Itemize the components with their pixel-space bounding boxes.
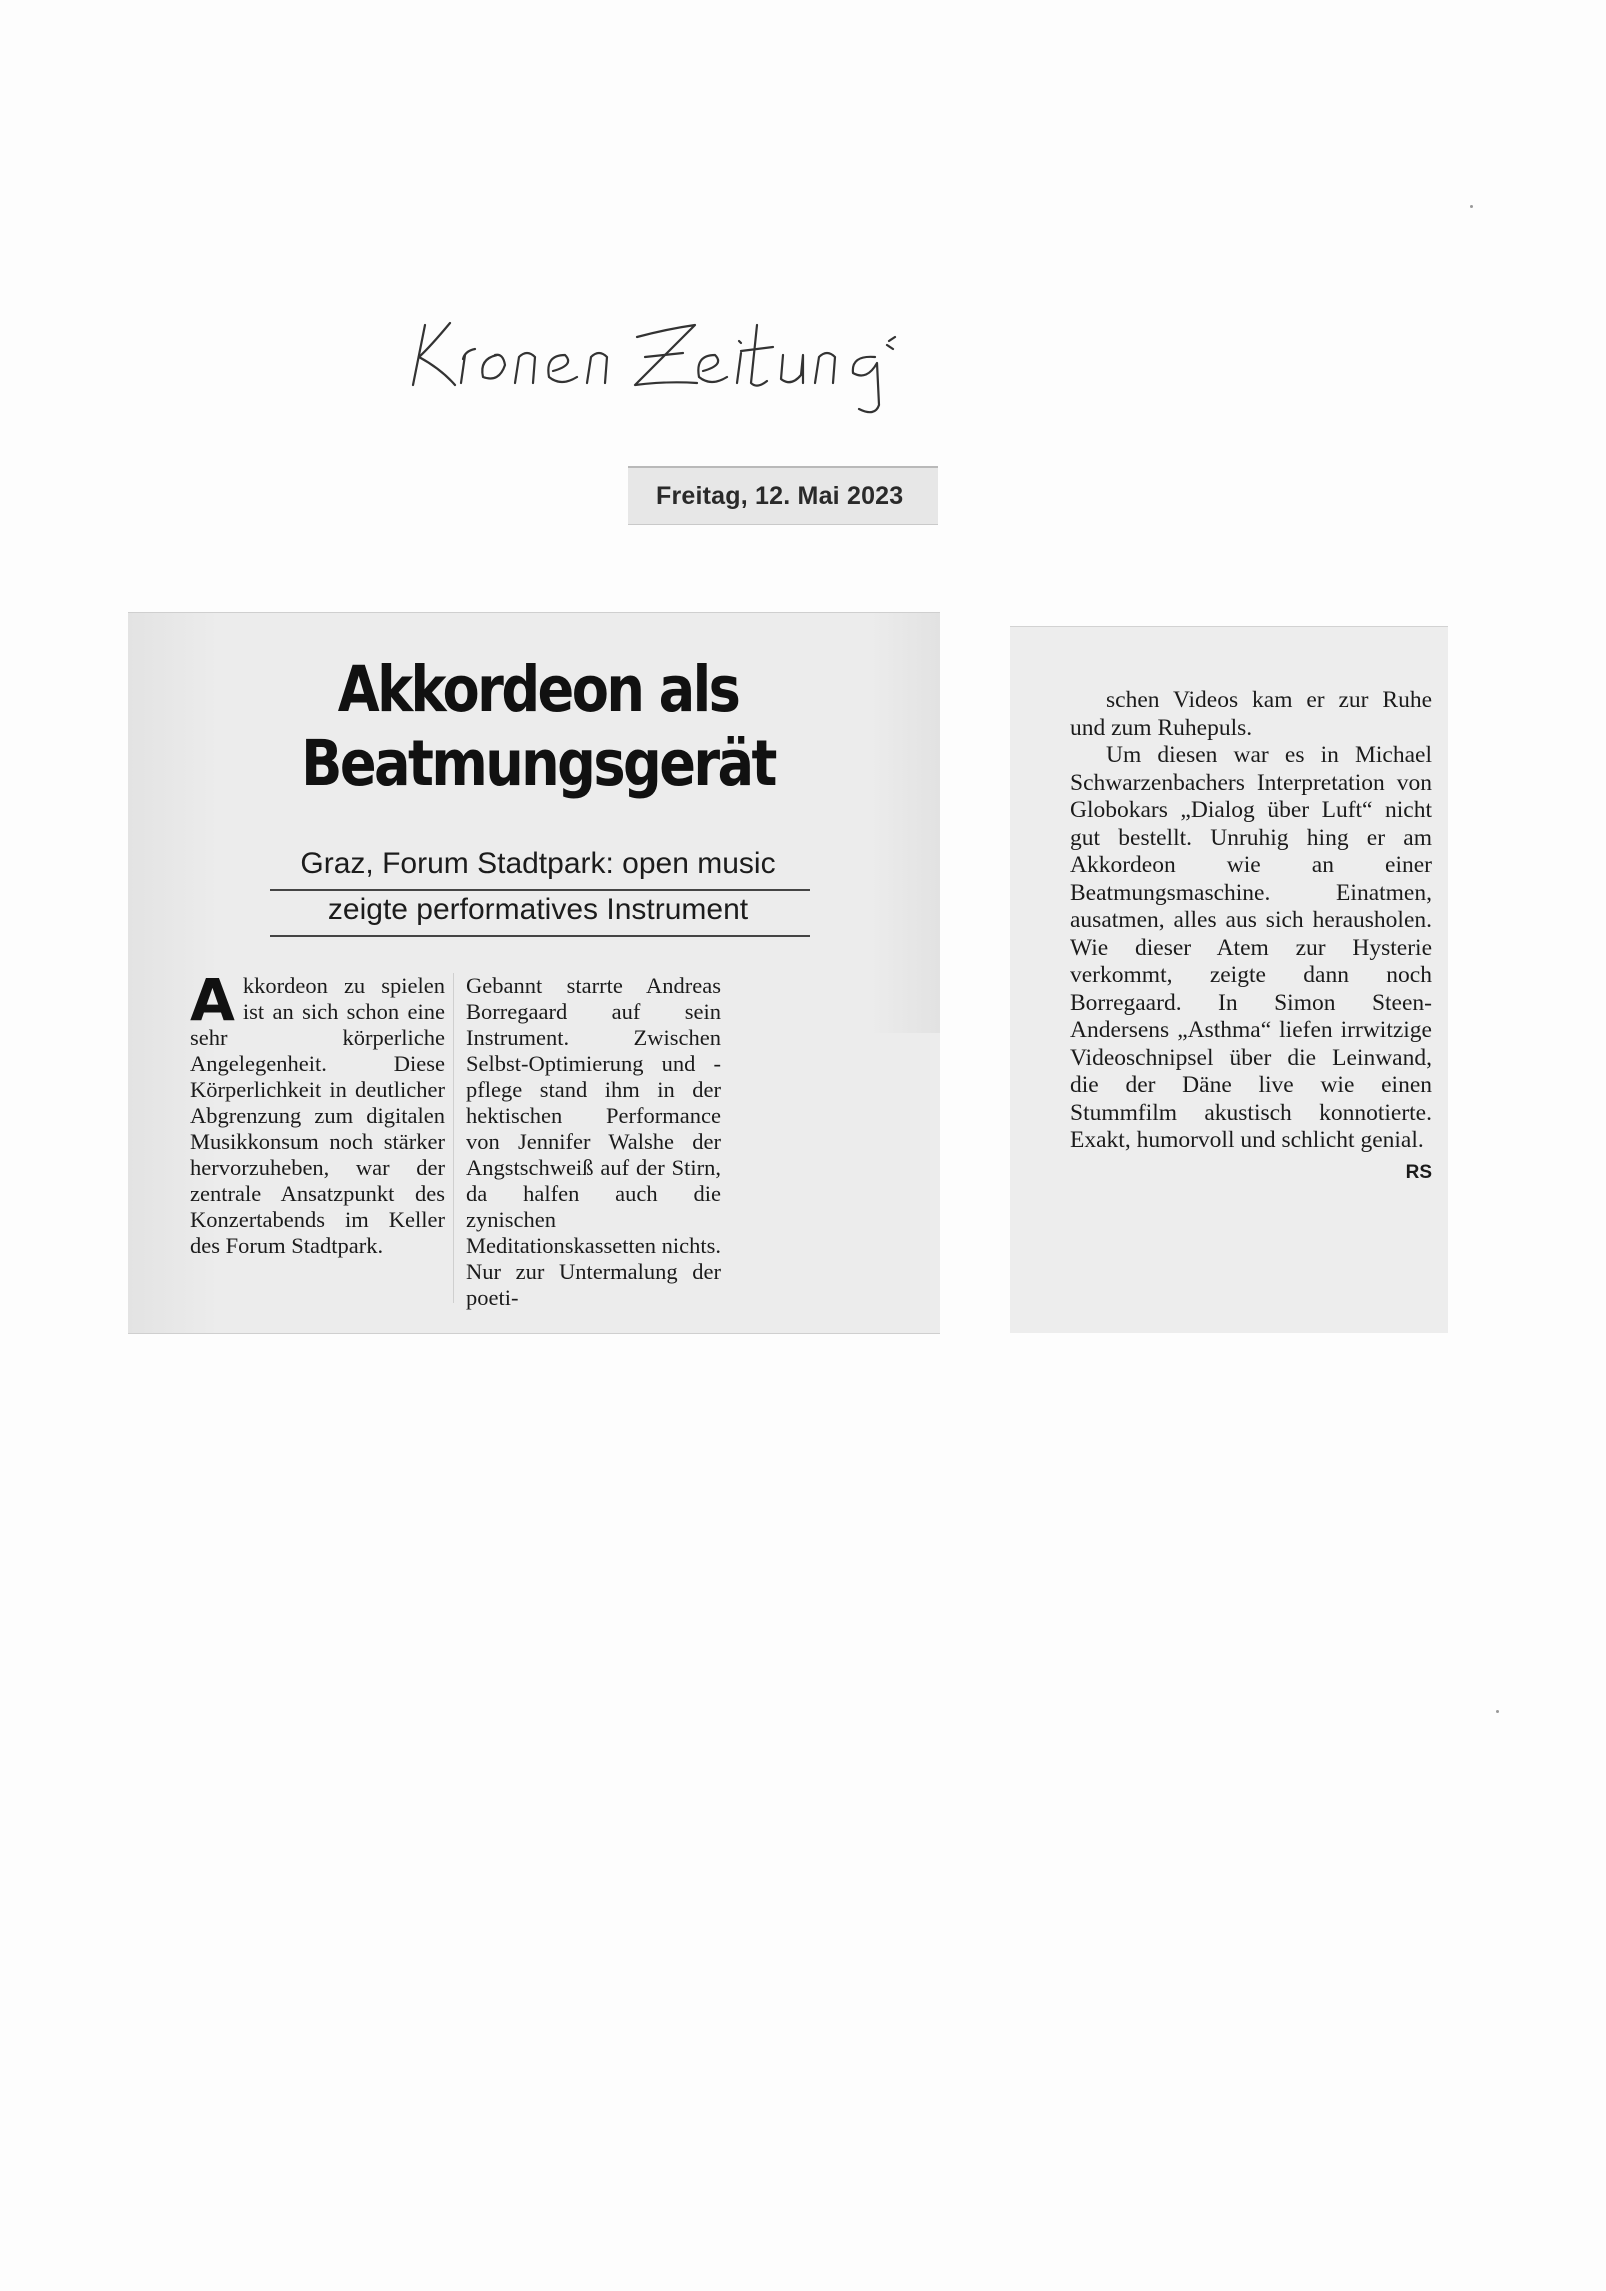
column-3-paragraph-2-text: Um diesen war es in Michael Schwarzenbachers Interpretation von Globokars „Dialog über Luft“ nicht gut bestellt. Unruhig hing er am Akkordeon wie an einer Beatmungsmaschine. Einatmen, ausatmen, alles aus sich herausholen. Wie dieser Atem zur Hysterie verkommt, zeigte dann noch Borregaard. In Simon Steen-Andersens „Asthma“ liefen irrwitzige Videoschnipsel über die Leinwand, die der Däne live wie einen Stummfilm akustisch konnotierte. Exakt, humorvoll und schlicht genial.: [1070, 742, 1432, 1153]
column-3-paragraph-1: schen Videos kam er zur Ruhe und zum Ruhepuls.: [1070, 687, 1432, 741]
column-3-paragraph-2: [1070, 742, 1432, 1183]
subheadline-line-2: zeigte performatives Instrument: [327, 893, 749, 926]
headline-line-1: Akkordeon als: [337, 653, 739, 726]
scan-speck: [1496, 1710, 1499, 1713]
handwriting-signature-icon: [405, 285, 925, 415]
article-headline: [280, 653, 796, 801]
article-column-3: [1070, 687, 1432, 1186]
date-clipping: [628, 466, 938, 525]
subheadline-rule-2: [270, 935, 810, 937]
column-1-text: kkordeon zu spielen ist an sich schon eine sehr körperliche Angelegenheit. Diese Körperlichkeit in deutlicher Abgrenzung zum digitalen Musikkonsum noch stärker hervorzuheben, war der zentrale Ansatzpunkt des Konzertabends im Keller des Forum Stadtpark.: [190, 973, 445, 1258]
scan-speck: [1470, 205, 1473, 208]
subheadline-line-1: Graz, Forum Stadtpark: open music: [300, 847, 776, 880]
subheadline-rule-1: [270, 889, 810, 891]
clipping-edge-right: [870, 613, 940, 1033]
author-initials: RS: [1405, 1161, 1432, 1183]
article-clipping-main: [128, 612, 940, 1334]
headline-line-2: Beatmungsgerät: [301, 727, 775, 800]
article-column-2: [466, 973, 721, 1311]
article-clipping-continuation: [1010, 626, 1448, 1333]
article-column-1: [190, 966, 445, 1259]
dropcap-letter: A: [190, 966, 235, 1034]
article-date: Freitag, 12. Mai 2023: [656, 482, 904, 510]
column-2-text: Gebannt starrte Andreas Borregaard auf sein Instrument. Zwischen Selbst-Optimierung und -pflege stand ihm in der hektischen Performance von Jennifer Walshe der Angstschweiß auf der Stirn, da halfen auch die zynischen Meditationskassetten nichts. Nur zur Untermalung der poeti-: [466, 973, 721, 1310]
article-subheadline: [258, 841, 818, 933]
handwritten-source-note: [405, 285, 925, 415]
column-divider: [453, 973, 454, 1303]
